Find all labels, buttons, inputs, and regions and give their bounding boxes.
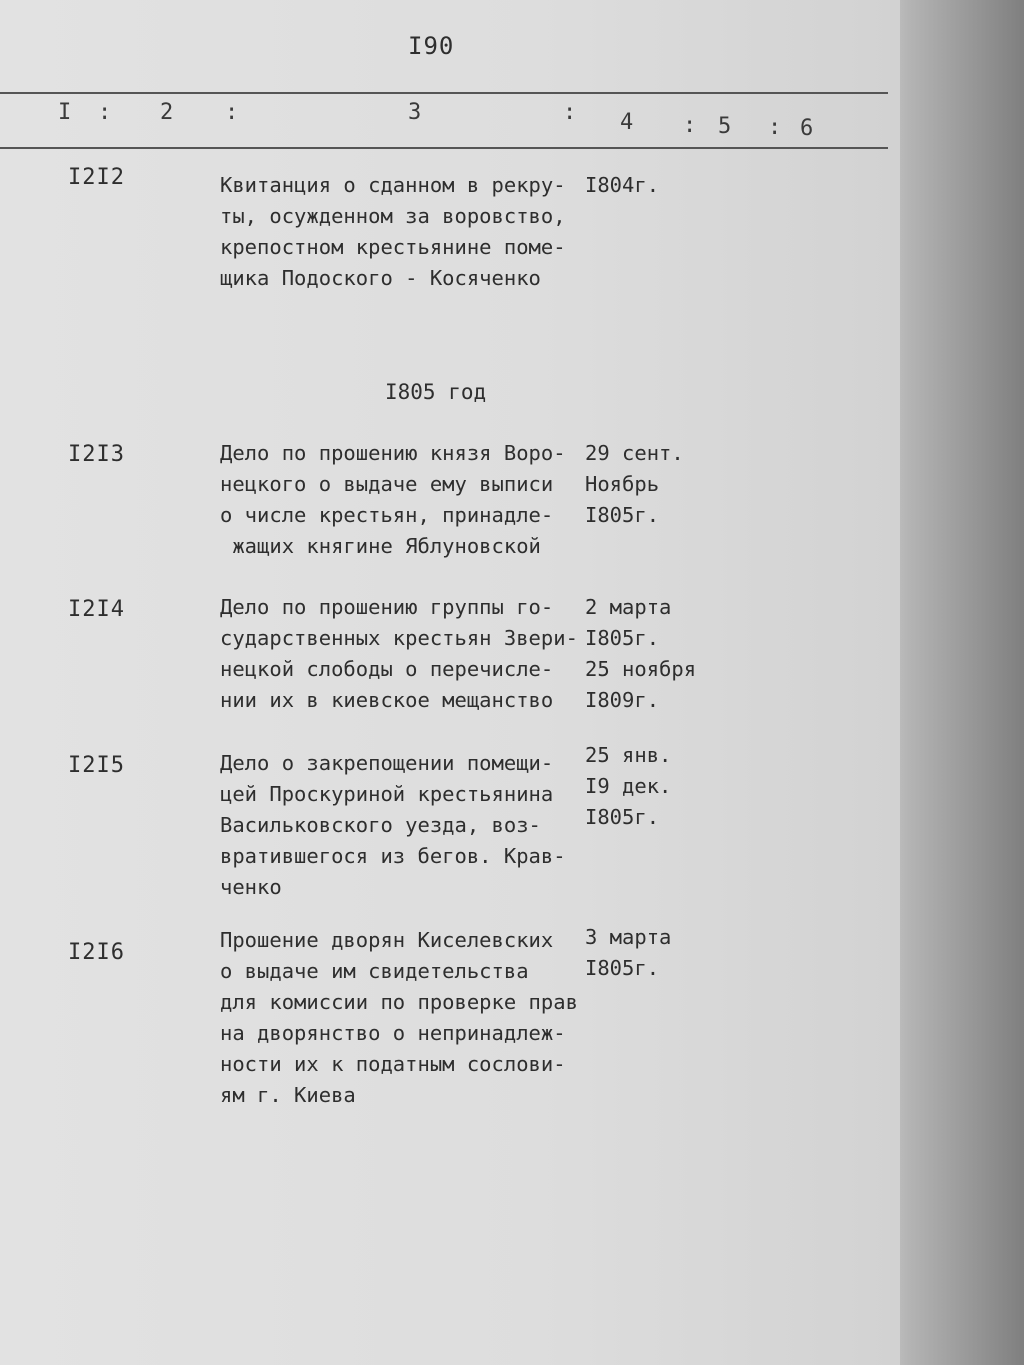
column-separator: : [683,113,697,138]
column-header-4: 4 [620,110,634,135]
year-heading: I805 год [385,380,487,404]
entry-description: Дело о закрепощении помещи- цей Проскуриной крестьянина Васильковского уезда, воз- вратившегося из бегов. Крав- ченко [220,751,566,899]
entry-number: I2I5 [68,753,125,778]
entry-number: I2I6 [68,940,125,965]
entry-date: 29 сент. Ноябрь I805г. [585,441,684,527]
entry-description: Прошение дворян Киселевских о выдаче им свидетельства для комиссии по проверке прав на дворянство о непринадлеж- ности их к податным сослови- ям г. Киева [220,928,578,1107]
entry-description: Дело по прошению князя Воро- нецкого о выдаче ему выписи о числе крестьян, принадле- жащих княгине Яблуновской [220,441,566,558]
entry-number: I2I3 [68,442,125,467]
column-separator: : [225,100,239,125]
entry-number: I2I4 [68,597,125,622]
column-header-5: 5 [718,114,732,139]
header-top-rule [0,92,888,94]
entry-date: 25 янв. I9 дек. I805г. [585,743,672,829]
entry-date: 3 марта I805г. [585,925,672,980]
page-number: I90 [408,32,455,60]
entry-description: Дело по прошению группы го- сударственных крестьян Звери- нецкой слободы о перечисле- нии их в киевское мещанство [220,595,578,712]
entry-date: 2 марта I805г. 25 ноября I809г. [585,595,697,712]
column-separator: : [98,100,112,125]
column-header-1: I [58,100,72,125]
entry-date: I804г. [585,173,660,197]
entry-number: I2I2 [68,165,125,190]
column-separator: : [563,100,577,125]
column-separator: : [768,115,782,140]
entry-description: Квитанция о сданном в рекру- ты, осужденном за воровство, крепостном крестьянине поме- щика Подоского - Косяченко [220,173,566,290]
header-bottom-rule [0,147,888,149]
column-header-3: 3 [408,100,422,125]
page-shadow-edge [880,0,1024,1365]
column-header-2: 2 [160,100,174,125]
column-header-6: 6 [800,116,814,141]
